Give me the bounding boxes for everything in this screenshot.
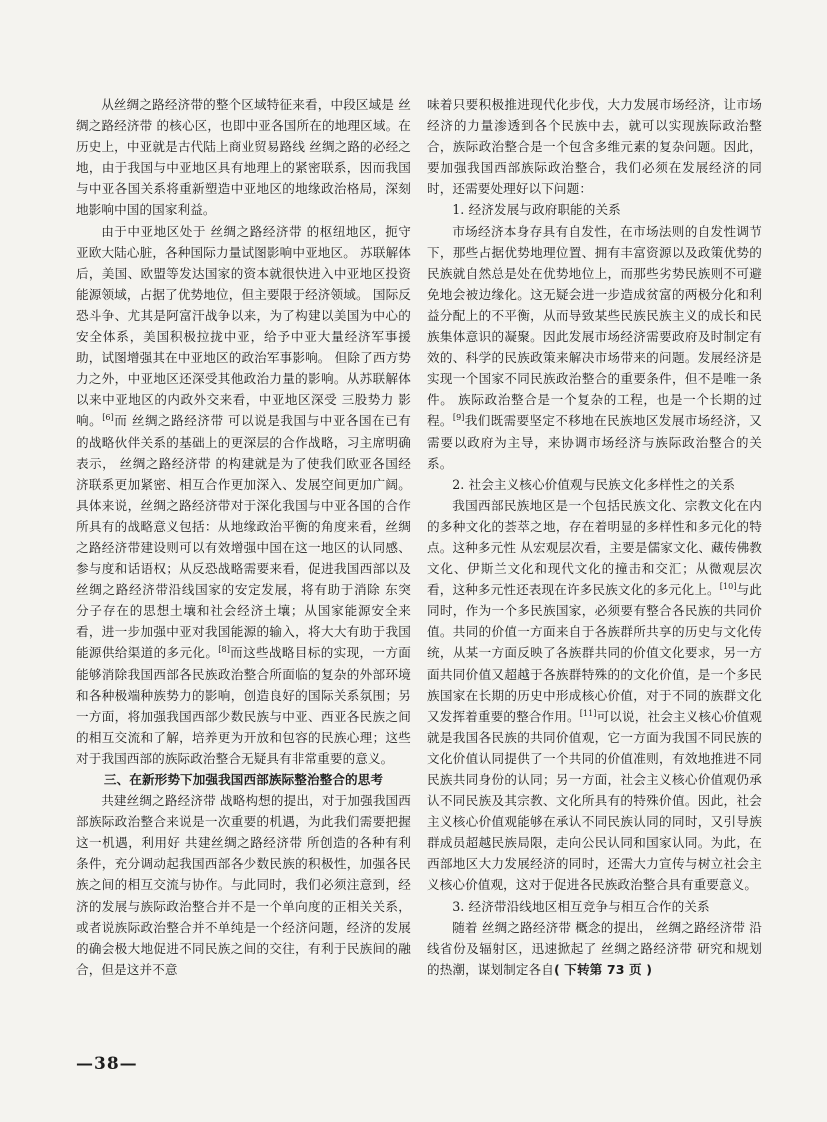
paragraph: [427, 221, 762, 474]
paragraph-text: 而 丝绸之路经济带 可以说是我国与中亚各国在已有的战略伙伴关系的基础上的更深层的合作战略，习主席明确表示， 丝绸之路经济带 的构建就是为了使我们欧亚各国经济联系更加紧密、相互合作更加深入、发展空间更加广阔。具体来说，丝绸之路经济带对于深化我国与中亚各国的合作所具有的战略意义包括：从地缘政治平衡的角度来看，丝绸之路经济带建设则可以有效增强中国在这一地区的认同感、参与度和话语权；从反恐战略需要来看，促进我国西部以及丝绸之路经济带沿线国家的安定发展，将有助于消除 东突 分子存在的思想土壤和社会经济土壤；从国家能源安全来看，进一步加强中亚对我国能源的输入，将大大有助于我国能源供给渠道的多元化。: [76, 413, 412, 661]
paragraph: 从丝绸之路经济带的整个区域特征来看，中段区域是 丝绸之路经济带 的核心区，也即中亚各国所在的地理区域。在历史上，中亚就是古代陆上商业贸易路线 丝绸之路的必经之地，由于我国与中亚地区具有地理上的紧密联系，因而我国与中亚各国关系将重新塑造中亚地区的地缘政治格局，深刻地影响中国的国家利益。: [76, 97, 411, 218]
citation-ref: [11]: [579, 708, 597, 718]
paragraph-text: 可以说，社会主义核心价值观就是我国各民族的共同价值观，它一方面为我国不同民族的文化价值认同提供了一个共同的价值准则，有效地推进不同民族共同身份的认同；另一方面，社会主义核心价值观仍承认不同民族及其宗教、文化所具有的特殊价值。因此，社会主义核心价值观能够在承认不同民族认同的同时，又引导族群成员超越民族局限，走向公民认同和国家认同。为此，在西部地区大力发展经济的同时，还需大力宣传与树立社会主义核心价值观，这对于促进各民族政治整合具有重要意义。: [427, 708, 762, 893]
left-column: [76, 94, 411, 980]
paragraph-text: 与此同时，作为一个多民族国家，必须要有整合各民族的共同价值。共同的价值一方面来自于各族群所共享的历史与文化传统，从某一方面反映了各族群共同的价值文化要求，另一方面共同价值又超越于各族群特殊的的文化价值，是一个多民族国家在长期的历史中形成核心价值，对于不同的族群文化又发挥着重要的整合作用。: [427, 582, 762, 724]
paragraph: [76, 221, 411, 769]
paragraph-text: 我国西部民族地区是一个包括民族文化、宗教文化在内的多种文化的荟萃之地，存在着明显的多样性和多元化的特点。这种多元性 从宏观层次看，主要是儒家文化、藏传佛教文化、伊斯兰文化和现代文化的撞击和交汇；从微观层次看，这种多元性还表现在许多民族文化的多元化上。: [427, 497, 762, 598]
paragraph: [427, 495, 762, 896]
paragraph-text: 由于中亚地区处于 丝绸之路经济带 的枢纽地区，扼守亚欧大陆心脏，各种国际力量试图影响中亚地区。 苏联解体后，美国、欧盟等发达国家的资本就很快进入中亚地区投资能源领域，占据了优势地位，但主要限于经济领域。 国际反恐斗争、尤其是阿富汗战争以来，为了构建以美国为中心的安全体系，美国积极拉拢中亚，给予中亚大量经济军事援助，试图增强其在中亚地区的政治军事影响。 但除了西方势力之外，中亚地区还深受其他政治力量的影响。从苏联解体以来中亚地区的内政外交来看，中亚地区深受 三股势力 影响。: [76, 223, 411, 429]
paragraph: 味着只要积极推进现代化步伐，大力发展市场经济，让市场经济的力量渗透到各个民族中去，就可以实现族际政治整合，族际政治整合是一个包含多维元素的复杂问题。因此，要加强我国西部族际政治整合，我们必须在发展经济的同时，还需要处理好以下问题：: [427, 97, 762, 197]
paragraph-text: 市场经济本身存具有自发性，在市场法则的自发性调节下，那些占据优势地理位置、拥有丰富资源以及政策优势的民族就自然总是处在优势地位上，而那些劣势民族则不可避免地会被边缘化。这无疑会进一步造成贫富的两极分化和利益分配上的不平衡，从而导致某些民族民族主义的成长和民族集体意识的凝聚。因此发展市场经济需要政府及时制定有效的、科学的民族政策来解决市场带来的问题。发展经济是实现一个国家不同民族政治整合的重要条件，但不是唯一条件。 族际政治整合是一个复杂的工程，也是一个长期的过程。: [427, 223, 762, 429]
subsection-heading: 2. 社会主义核心价值观与民族文化多样性之的关系: [452, 476, 736, 492]
paragraph: 共建丝绸之路经济带 战略构想的提出，对于加强我国西部族际政治整合来说是一次重要的机遇，为此我们需要把握这一机遇，利用好 共建丝绸之路经济带 所创造的各种有利条件，充分调动起我国西部各少数民族的积极性，加强各民族之间的相互交流与协作。与此同时，我们必须注意到，经济的发展与族际政治整合并不是一个单向度的正相关关系，或者说族际政治整合并不单纯是一个经济问题，经济的发展的确会极大地促进不同民族之间的交往，有利于民族间的融合，但是这并不意: [76, 793, 411, 977]
continuation-note: ( 下转第 73 页 ): [553, 961, 653, 977]
paragraph-text: 随着 丝绸之路经济带 概念的提出， 丝绸之路经济带 沿线省份及辐射区，迅速掀起了 丝绸之路经济带 研究和规划的热潮，谋划制定各自: [427, 919, 762, 977]
subsection-heading: 1. 经济发展与政府职能的关系: [452, 202, 621, 218]
citation-ref: [10]: [719, 581, 737, 591]
section-heading: 三、在新形势下加强我国西部族际整治整合的思考: [103, 772, 384, 787]
paragraph-text: 而这些战略目标的实现，一方面能够消除我国西部各民族政治整合所面临的复杂的外部环境和各种极端种族势力的影响，创造良好的国际关系氛围；另一方面，将加强我国西部少数民族与中亚、西亚各民族之间的相互交流和了解，培养更为开放和包容的民族心理；这些对于我国西部的族际政治整合无疑具有非常重要的意义。: [76, 645, 411, 766]
paragraph-text: 我们既需要坚定不移地在民族地区发展市场经济，又需要以政府为主导，来协调市场经济与族际政治整合的关系。: [427, 413, 762, 471]
citation-ref: [6]: [102, 413, 114, 423]
right-column: [427, 94, 762, 980]
subsection-heading: 3. 经济带沿线地区相互竞争与相互合作的关系: [452, 898, 710, 914]
citation-ref: [8]: [218, 645, 230, 655]
citation-ref: [9]: [452, 413, 465, 423]
paragraph: [427, 917, 762, 980]
page-number: —38—: [76, 1054, 138, 1074]
